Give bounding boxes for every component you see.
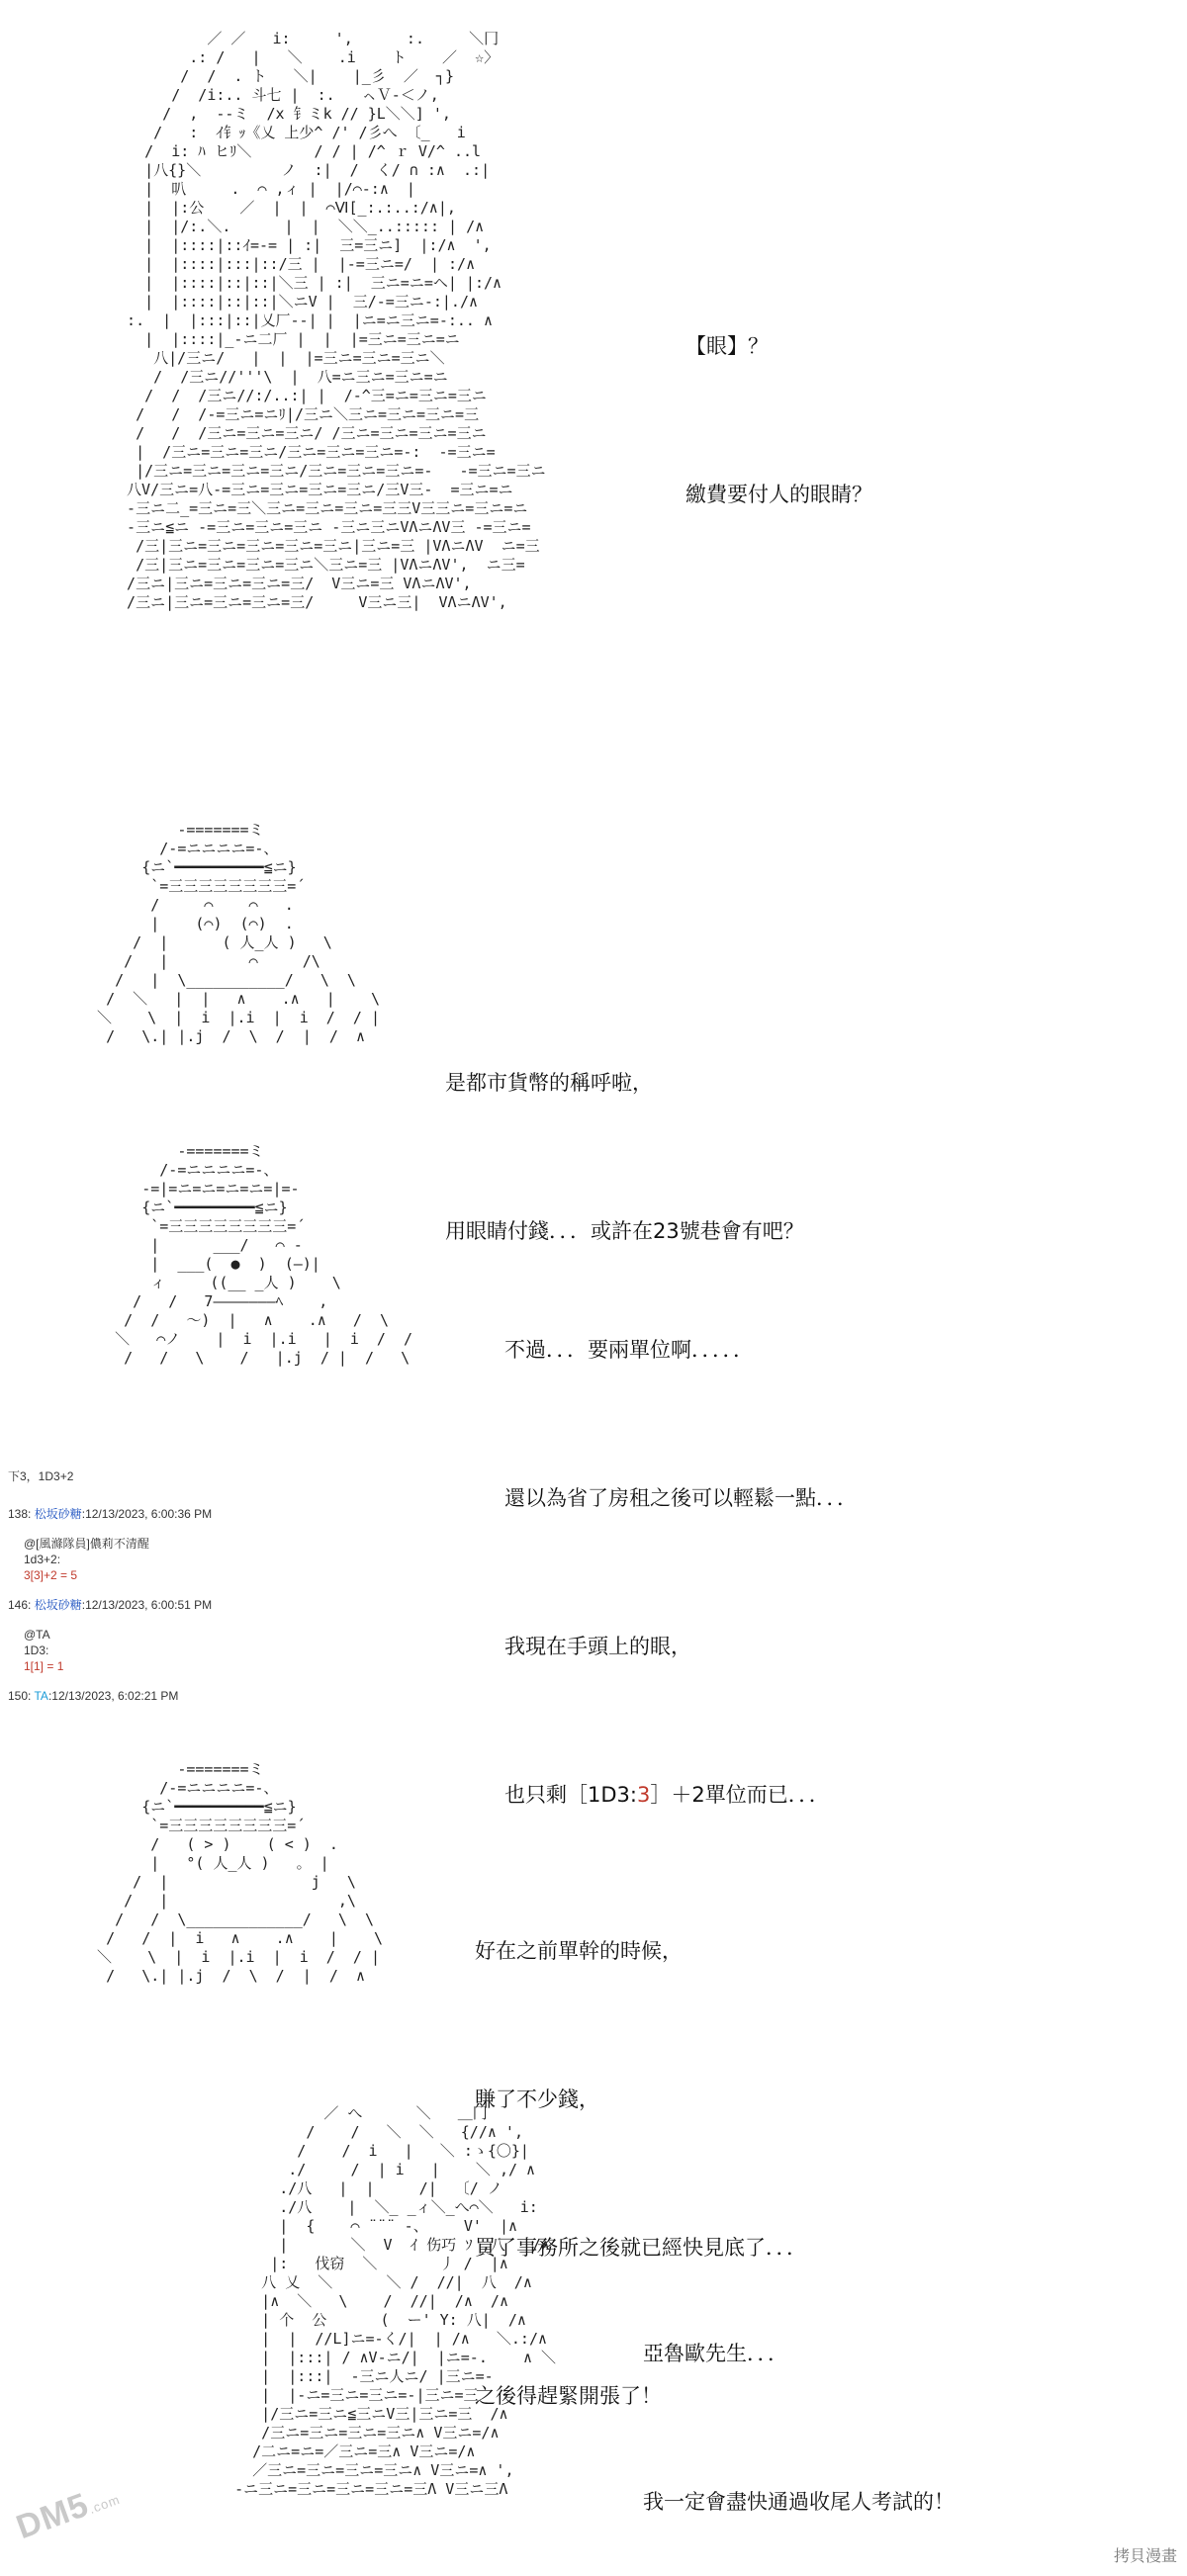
- dice-log: [8, 1468, 212, 1704]
- post-username-link[interactable]: TA: [34, 1689, 48, 1703]
- logo-domain: .com: [86, 2491, 123, 2517]
- post-number: 150: [8, 1689, 29, 1703]
- dialog-line: 用眼睛付錢．．．或許在23號巷會有吧？: [445, 1219, 804, 1243]
- ascii-art-panel-4: -=======ミ /-=ニニニニ=-、 {ニ`━━━━━━━━━━≦ニ} `=三三三三三三三三=´ / ( > ) ( < ) . | °( 人_人 ) 。 | / | j \ / | ,\ / / \_____________/ \ \ / / | i ∧ .∧ | \ ＼ \ | i |.i | i / / | / \.| |.j / \ / | / ∧: [97, 1760, 384, 1985]
- dialog-line: 買了事務所之後就已經快見底了．．．: [475, 2236, 807, 2260]
- ascii-art-panel-5: ／ へ ＼ ＿冂 / / ＼ ＼ {//∧ ', / / i | ＼ :ゝ{〇}| ./ / | i | ＼ ,/ ∧ ./八 | | /| 〔/ ノ ./八 | ＼_ _ィ＼_へ⌒＼ i: | { ⌒ ¨¨¨ -、 V' |∧ | ＼ V ｲ 伤巧 ｿ ,八 /∧ |: 伐窃 ＼ 丿 / |∧ 八 乂 ＼ ＼ / //| 八 /∧ |∧ ＼ \ / //| /∧ /∧ | 个 公 ( ー' Y: 八| /∧ | | //L]ニ=-く/| | /∧ ＼.:/∧ | |:::| / ∧V-ニ/| |ニ=-. ∧ ＼ | |:::| -三ニ人ニ/ |三ニ=- | |-ニ=三ニ=三ニ=-|三ニ=三 |/三ニ=三ニ≦三ニV三|三ニ=三 /∧ /三ニ=三ニ=三ニ=三ニ∧ V三ニ=/∧ /二ニ=ニ=／三ニ=三∧ V三ニ=/∧ ／三ニ=三ニ=三ニ=三ニ∧ V三ニ=∧ ', -ニ三ニ=三ニ=三ニ=三ニ=三Λ V三ニ三Λ: [234, 2104, 557, 2498]
- post-body: [8, 1627, 212, 1674]
- dialog-line: 之後得趕緊開張了！: [475, 2384, 662, 2408]
- dialog-line: 繳費要付人的眼睛？: [685, 483, 872, 506]
- dialog-panel-3: [504, 1226, 858, 1869]
- dialog-line: 不過．．．要兩單位啊．．．．．: [504, 1338, 754, 1362]
- dialog-line: 是都市貨幣的稱呼啦，: [445, 1071, 653, 1095]
- post-number: 138: [8, 1507, 29, 1521]
- post-number: 146: [8, 1598, 29, 1612]
- dice-line: [504, 1770, 858, 1820]
- dice-result: 1[1] = 1: [24, 1659, 64, 1673]
- site-logo: [12, 2475, 125, 2547]
- post-header: 138: 松坂砂糖:12/13/2023, 6:00:36 PM: [8, 1507, 213, 1521]
- ascii-art-panel-2: -=======ミ /-=ニニニニ=-、 {ニ`━━━━━━━━━━≦ニ} `=三三三三三三三三=´ / ⌒ ⌒ . | (⌒) (⌒) . / | ( 人_人 ) \ / | ⌒ /\ / | \___________/ \ \ / ＼ | | ∧ .∧ | \ ＼ \ | i |.i | i / / | / \.| |.j / \ / | / ∧: [97, 821, 380, 1045]
- post-body: [8, 1536, 212, 1583]
- post-timestamp: 12/13/2023, 6:00:51 PM: [85, 1598, 213, 1612]
- dialog-line: 好在之前單幹的時候，: [475, 1939, 683, 1963]
- ascii-art-panel-1: ／ ／ i: ', :. ＼冂 .: / | ＼ .i ト ／ ☆〉 / / . ト ＼| |_彡 ／ ┐} / /i:.. 斗七 | :. ㇸＶ-＜ノ, / , --ミ /x 钅ミk // }L＼＼] ', / : ｲ钅ｯ《乂 上少^ /' /彡へ 〔_ i / i: ﾊ ヒﾘ＼ / / | /^ ｒ V/^ ..l |八{}＼ ノ :| / く/ ∩ :∧ .:| | 叭 . ⌒ ,ィ | |/⌒-:∧ | | |:公 ／ | | ⌒Ⅵ[_:.:..:/∧|, | |/:.＼. | | ＼＼_..::::: | /∧ | |::::|::ｲ=-= | :| 三=三ニ] |:/∧ ', | |::::|:::|::/三 | |-=三ニ=/ | :/∧ | |::::|::|::|＼三 | :| 三ニ=ニ=ヘ| |:/∧ | |::::|::|::|＼ニV | 三/-=三ニ-:|./∧ :. | |:::|::|乂厂--| | |ニ=ニ三ニ=-:.. ∧ | |::::|_-ニ二厂 | | |=三ニ=三ニ=ニ 八|/三ニ/ | | |=三ニ=三ニ=三ニ＼ / /三ニ//'''\ | 八=ニ三ニ=三ニ=ニ / / /三ニ//:/..:| | /-^三=ニ=三ニ=三ニ / / /-=三ニ=ニﾘ|/三ニ＼三ニ=三ニ=三ニ=三 / / /三ニ=三ニ=三ニ/ /三ニ=三ニ=三ニ=三ニ | /三ニ=三ニ=三ニ/三ニ=三ニ=三ニ=-: -=三ニ= |/三ニ=三ニ=三ニ=三ニ/三ニ=三ニ=三ニ=- -=三ニ=三ニ 八V/三ニ=八-=三ニ=三ニ=三ニ=三ニ/三V三- =三ニ=ニ -三ニ二_=三ニ=三＼三ニ=三ニ=三ニ=三三V三三ニ=三ニ=ニ -三ニ≦ニ -=三ニ=三ニ=三ニ -三ニ三ニVΛニΛV三 -=三ニ= /三|三ニ=三ニ=三ニ=三ニ=三ニ|三ニ=三 |VΛニΛV ニ=三 /三|三ニ=三ニ=三ニ=三ニ＼三ニ=三 |VΛニΛV', ニ三= /三ニ|三ニ=三ニ=三ニ=三/ V三ニ=三 VΛニΛV', /三ニ|三ニ=三ニ=三ニ=三/ V三ニ三| VΛニΛV',: [127, 30, 546, 611]
- logo-text: DM5: [11, 2485, 94, 2547]
- dice-roll-value: 3: [636, 1783, 651, 1807]
- dialog-panel-1: [685, 222, 872, 569]
- post-username-link[interactable]: 松坂砂糖: [34, 1507, 82, 1521]
- post-header: 146: 松坂砂糖:12/13/2023, 6:00:51 PM: [8, 1598, 213, 1612]
- post-timestamp: 12/13/2023, 6:00:36 PM: [85, 1507, 213, 1521]
- ascii-art-panel-3: -=======ミ /-=ニニニニ=-、 -=|=ニ=ニ=ニ=ニ=|=- {ニ`━━━━━━━━━≦ニ} `=三三三三三三三三=´ | ___/ ⌒ - | ___( ● ) (―)| ィ ((__ _人 ) \ / / 7―――――――ﾍ , / / ～) | ∧ .∧ / \ ＼ ⌒ノ | i |.i | i / / / / \ / |.j / | / \: [115, 1142, 413, 1367]
- post-line: 1D3:: [24, 1643, 49, 1657]
- watermark-text: 拷貝漫畫: [1113, 2548, 1177, 2565]
- dialog-line: 【眼】？: [685, 334, 769, 358]
- log-post-150: [8, 1688, 212, 1704]
- post-line: 1d3+2:: [24, 1553, 61, 1566]
- dice-suffix: ］＋2單位而已．．．: [650, 1783, 830, 1807]
- dialog-line: 亞魯歐先生．．．: [643, 2342, 788, 2365]
- dialog-line: 還以為省了房租之後可以輕鬆一點．．．: [504, 1486, 858, 1510]
- post-line: @TA: [24, 1628, 50, 1642]
- post-line: @[風滌隊員]儂莉不清醒: [24, 1537, 149, 1551]
- dialog-panel-5: [643, 2230, 955, 2576]
- dice-prefix: 也只剩［1D3:: [504, 1783, 637, 1807]
- dialog-line: 我現在手頭上的眼，: [504, 1635, 691, 1658]
- dice-result: 3[3]+2 = 5: [24, 1568, 78, 1582]
- post-timestamp: 12/13/2023, 6:02:21 PM: [51, 1689, 179, 1703]
- dialog-line: 我一定會盡快通過收尾人考試的！: [643, 2490, 955, 2514]
- log-post-138: [8, 1506, 212, 1583]
- log-intro: 下3，1D3+2: [8, 1469, 74, 1483]
- post-username-link[interactable]: 松坂砂糖: [34, 1598, 82, 1612]
- log-post-146: [8, 1597, 212, 1674]
- post-header: 150: TA:12/13/2023, 6:02:21 PM: [8, 1689, 179, 1703]
- dialog-line: 賺了不少錢，: [475, 2087, 599, 2111]
